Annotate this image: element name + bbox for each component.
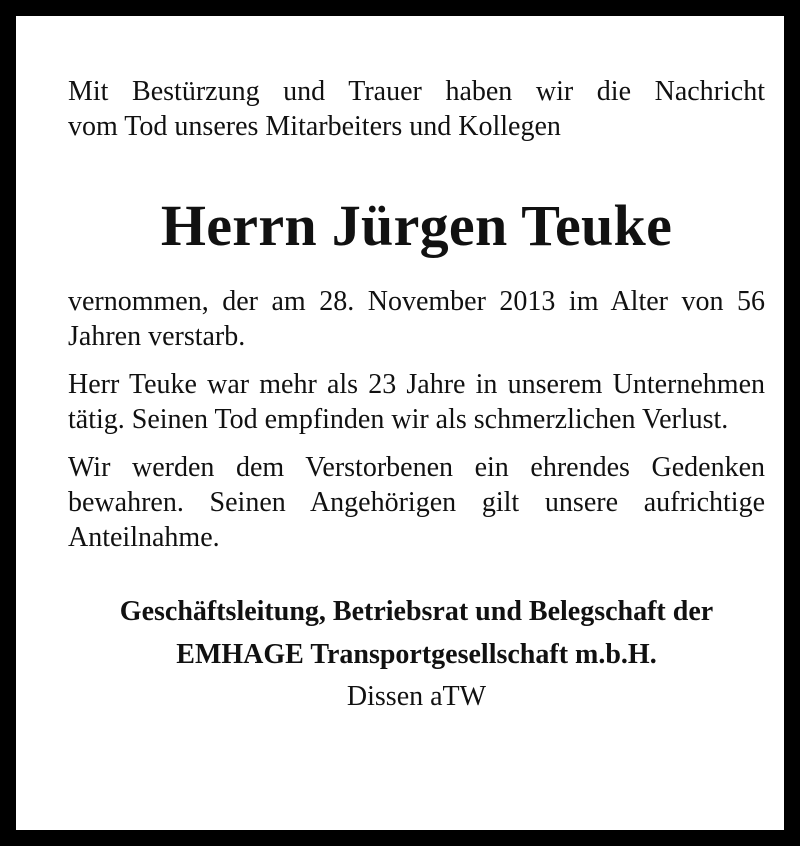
signature-place: Dissen aTW xyxy=(346,681,487,712)
signature-block xyxy=(68,590,765,716)
signature-line-staff: Geschäftsleitung, Betriebsrat und Belegschaft der xyxy=(119,596,714,627)
paragraph-death-date: vernommen, der am 28. November 2013 im Alter von 56 Jahren verstarb. xyxy=(68,286,765,352)
deceased-name: Herrn Jürgen Teuke xyxy=(160,193,673,258)
paragraph-employment: Herr Teuke war mehr als 23 Jahre in unserem Unternehmen tätig. Seinen Tod empfinden wir als schmerzlichen Verlust. xyxy=(68,369,765,435)
intro-line: vom Tod unseres Mitarbeiters und Kollegen xyxy=(68,111,561,142)
signature-line-company: EMHAGE Transportgesellschaft m.b.H. xyxy=(176,639,657,670)
intro-line: Mit Bestürzung und Trauer haben wir die Nachricht xyxy=(68,76,765,107)
intro-text xyxy=(68,74,765,144)
obituary-notice xyxy=(68,74,765,716)
paragraph-condolence: Wir werden dem Verstorbenen ein ehrendes Gedenken bewahren. Seinen Angehörigen gilt unsere aufrichtige Anteilnahme. xyxy=(68,452,765,553)
